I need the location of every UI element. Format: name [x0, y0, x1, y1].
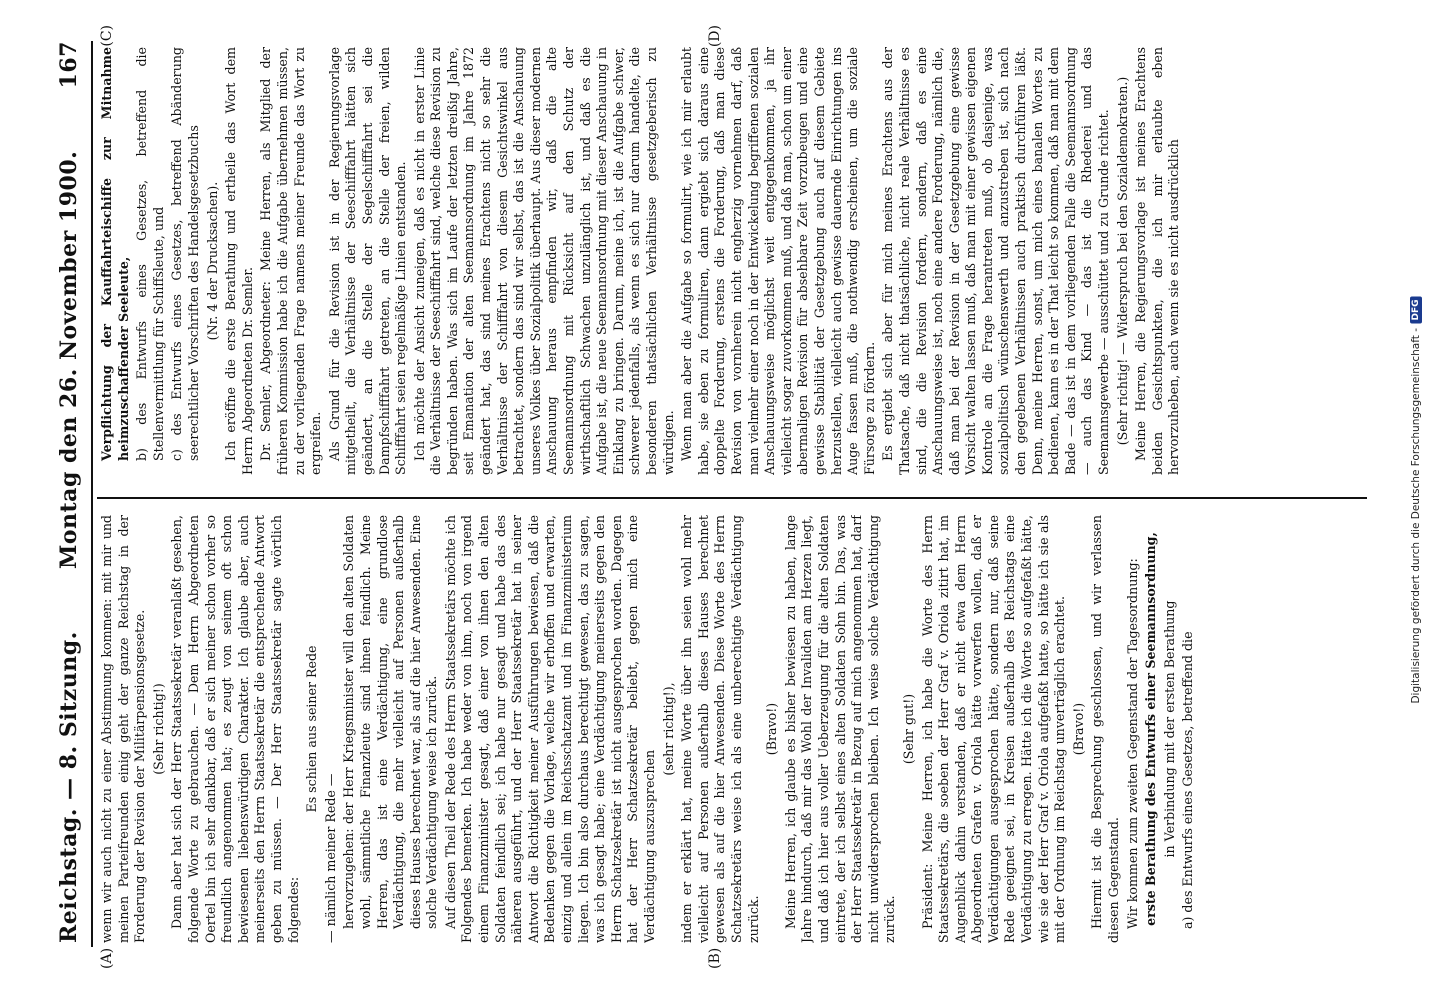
paragraph: Als Grund für die Revision ist in der Regierungsvorlage mitgetheilt, die Verhältnisse der Seeschifffahrt hätten sich geändert, an die Stelle der Segelschifffahrt sei die Dampfschifffahrt getreten, an die Stelle der freien, wilden Schifffahrt seien regelmäßige Linien entstanden.: [326, 47, 409, 475]
session-title: Reichstag. — 8. Sitzung.: [56, 631, 82, 943]
running-head: [49, 41, 89, 943]
paragraph: Ich eröffne die erste Berathung und ertheile das Wort dem Herrn Abgeordneten Dr. Semler.: [223, 47, 255, 475]
interjection: (Sehr gut!): [900, 693, 916, 765]
paragraph: Es ergiebt sich aber für mich meines Erachtens aus der Thatsache, daß nicht thatsächliche, nicht reale Verhältnisse es sind, die die Revision fordern, sondern, daß es eine Anschauungsweise ist, noch eine andere Forderung, nämlich die, daß man bei der Revision in der Gesetzgebung eine gewisse Vorsicht walten lassen muß, daß man mit einer gewissen eigenen Kontrole an die Frage herantreten muß, ob dasjenige, was sozialpolitisch wünschenswerth und anzustreben ist, sich nach den gegebenen Verhältnissen auch praktisch durchführen läßt. Denn, meine Herren, sonst, um mich eines banalen Wortes zu bedienen, kann es in der That leicht so kommen, daß man mit dem Bade — das ist in dem vorliegenden Falle die Seemannsordnung — auch das Kind — das ist die Rhederei und das Seemannsgewerbe — ausschüttet und zu Grunde richtet.: [880, 47, 1112, 475]
paragraph: — nämlich meiner Rede —: [322, 773, 338, 943]
paragraph: Hiermit ist die Besprechung geschlossen, und wir verlassen diesen Gegenstand.: [1089, 515, 1122, 943]
agenda-subitem: a) des Entwurfs eines Gesetzes, betreffend die: [1180, 631, 1196, 929]
paragraph: (Nr. 4 der Drucksachen).: [204, 181, 220, 341]
paragraph: Auf diesen Theil der Rede des Herrn Staatssekretärs möchte ich Folgendes bemerken. Ich habe weder von ihm, noch von irgend einem Finanzminister gesagt, daß einer von ihnen den alten Soldaten feindlich sei; ich habe nur gesagt und habe das des näheren ausgeführt, und der Herr Staatssekretär hat in seiner Antwort die Richtigkeit meiner Ausführungen bewiesen, daß die Bedenken gegen die Vorlage, welche wir erhoffen und erwarten, einzig und allein im Reichsschatzamt und im Finanzministerium liegen. Ich bin also durchaus berechtigt gewesen, das zu sagen, was ich gesagt habe; eine Verdächtigung meinerseits gegen den Herrn Schatzsekretär ist nicht ausgesprochen worden. Dagegen hat der Herr Schatzsekretär beliebt, gegen mich eine Verdächtigung auszusprechen: [442, 515, 657, 943]
paragraph: Dr. Semler, Abgeordneter: Meine Herren, als Mitglied der früheren Kommission habe ich die Aufgabe übernehmen müssen, zu der vorliegenden Frage namens meiner Freunde das Wort zu ergreifen.: [258, 47, 324, 475]
header-rule: [91, 41, 93, 947]
paragraph: Wir kommen zum zweiten Gegenstand der Tagesordnung:: [1124, 558, 1140, 929]
column-divider: [97, 497, 1367, 499]
session-date: Montag den 26. November 1900.: [56, 150, 82, 569]
paragraph: Meine Herren, die Regierungsvorlage ist meines Erachtens beiden Gesichtspunkten, die ich mir erlaubte eben hervorzuheben, auch wenn sie es nicht ausdrücklich: [1133, 47, 1182, 475]
interjection: (Sehr richtig! — Widerspruch bei den Sozialdemokraten.): [1114, 76, 1130, 446]
right-column: [99, 47, 1369, 475]
dfg-logo: DFG: [1410, 297, 1422, 324]
agenda-item-title: erste Berathung des Entwurfs einer Seemannsordnung,: [1143, 532, 1159, 926]
interjection: (Bravo!): [764, 702, 780, 756]
rotated-page: [47, 27, 1377, 967]
paragraph: in Verbindung mit der ersten Berathung: [1161, 600, 1177, 858]
president-paragraph: Präsident: Meine Herren, ich habe die Worte des Herrn Staatssekretärs, die soeben der Herr Graf v. Oriola zitirt hat, im Augenblick dahin verstanden, daß er nicht etwa dem Herrn Abgeordneten Grafen v. Oriola hätte vorwerfen wollen, daß er Verdächtigungen ausgesprochen hätte, sondern nur, daß seine Rede geeignet sei, in Kreisen außerhalb des Reichstags eine Verdächtigung zu erregen. Hätte ich die Worte so aufgefaßt hätte, wie sie der Herr Graf v. Oriola aufgefaßt hatte, so hätte ich sie als mit der Ordnung im Reichstag unverträglich erachtet.: [919, 515, 1068, 943]
interjection: (Sehr richtig!): [150, 683, 166, 775]
quotation: hervorzugehen: der Herr Kriegsminister will den alten Soldaten wohl, sämmtliche Finanzleute sind ihnen feindlich. Meine Herren, das ist eine Verdächtigung, eine grundlose Verdächtigung, die mehr vielleicht auf Personen außerhalb dieses Hauses berechnet war, als auf die hier Anwesenden. Eine solche Verdächtigung weise ich zurück.: [341, 515, 440, 929]
margin-marker-a: (A): [99, 947, 115, 969]
paragraph: wenn wir auch nicht zu einer Abstimmung kommen: mit mir und meinen Parteifreunden einig geht der ganze Reichstag in der Forderung der Revision der Militärpensionsgesetze.: [99, 515, 148, 943]
agenda-subitem: Verpflichtung der Kauffahrteischiffe zur Mitnahme heimzuschaffender Seeleute,: [99, 47, 131, 461]
paragraph: Wenn man aber die Aufgabe so formulirt, wie ich mir erlaubt habe, sie eben zu formuliren, dann ergiebt sich daraus eine doppelte Forderung, erstens die Forderung, daß man diese Revision von vornherein nicht engherzig vornehmen darf, daß man vielmehr einer noch in der Entwickelung begriffenen sozialen Anschauungsweise möglichst weit entgegenkommen, ja ihr vielleicht sogar zuvorkommen muß, und daß man, schon um einer abermaligen Revision für absehbare Zeit vorzubeugen und eine gewisse Stabilität der Gesetzgebung auch auf diesem Gebiete herzustellen, vielleicht auch gewisse dauernde Einrichtungen ins Auge fassen muß, die nothwendig erscheinen, um die soziale Fürsorge zu fördern.: [679, 47, 877, 475]
margin-marker-d: (D): [707, 25, 723, 48]
paragraph: Dann aber hat sich der Herr Staatssekretär veranlaßt gesehen, folgende Worte zu gebrauchen. — Dem Herrn Abgeordneten Oertel bin ich sehr dankbar, daß er sich meiner schon vorher so freundlich angenommen hat; es zeugt von seinem oft schon bewiesenen liebenswürdigen Charakter. Ich glaube aber, auch meinerseits den Herrn Staatssekretär die entsprechende Antwort geben zu müssen. — Der Herr Staatssekretär sagte wörtlich folgendes:: [169, 515, 301, 943]
paragraph: indem er erklärt hat, meine Worte über ihn seien wohl mehr vielleicht auf Personen außerhalb dieses Hauses berechnet gewesen als auf die hier Anwesenden. Diese Worte des Herrn Schatzsekretärs weise ich als eine unberechtigte Verdächtigung zurück.: [679, 515, 761, 943]
agenda-subitem: c) des Entwurfs eines Gesetzes, betreffend Abänderung seerechtlicher Vorschriften des Handelsgesetzbuchs: [169, 47, 201, 461]
page-number: 167: [56, 41, 82, 89]
digitization-text: Digitalisierung gefördert durch die Deutsche Forschungsgemeinschaft -: [1410, 327, 1422, 704]
margin-marker-b: (B): [707, 947, 723, 969]
agenda-subitem: b) des Entwurfs eines Gesetzes, betreffend die Stellenvermittlung für Schiffsleute, und: [134, 47, 166, 461]
paragraph: Ich möchte der Ansicht zuneigen, daß es nicht in erster Linie die Verhältnisse der Seeschifffahrt sind, welche diese Revision zu begründen haben. Was sich im Laufe der letzten dreißig Jahre, seit Emanation der alten Seemannsordnung im Jahre 1872 geändert hat, das sind meines Erachtens nicht so sehr die Verhältnisse der Schifffahrt von diesem Gesichtswinkel aus betrachtet, sondern das sind wir selbst, das ist die Anschauung unseres Volkes über Sozialpolitik überhaupt. Aus dieser modernen Anschauung heraus empfinden wir, daß die alte Seemannsordnung mit Rücksicht auf den Schutz der wirthschaftlich Schwachen unzulänglich ist, und daß es die Aufgabe ist, die neue Seemannsordnung mit dieser Anschauung in Einklang zu bringen. Darum, meine ich, ist die Aufgabe schwer, schwerer jedenfalls, als wenn es sich nur darum handelte, die besonderen thatsächlichen Verhältnisse gesetzgeberisch zu würdigen.: [411, 47, 676, 475]
paragraph: Es schien aus seiner Rede: [304, 645, 320, 813]
interjection: (sehr richtig!),: [660, 682, 676, 776]
digitization-note: [1404, 6, 1428, 994]
interjection: (Bravo!): [1070, 702, 1086, 756]
paragraph: Meine Herren, ich glaube es bisher bewiesen zu haben, lange Jahre hindurch, daß mir das Wohl der Invaliden am Herzen liegt, und daß ich hier aus voller Ueberzeugung für die alten Soldaten eintrete, der ich selbst eines alten Soldaten Sohn bin. Das, was der Herr Staatssekretär in Bezug auf mich angenommen hat, darf nicht unwidersprochen bleiben. Ich weise solche Verdächtigung zurück.: [782, 515, 898, 943]
margin-marker-c: (C): [99, 25, 115, 47]
left-column: [99, 515, 1369, 943]
